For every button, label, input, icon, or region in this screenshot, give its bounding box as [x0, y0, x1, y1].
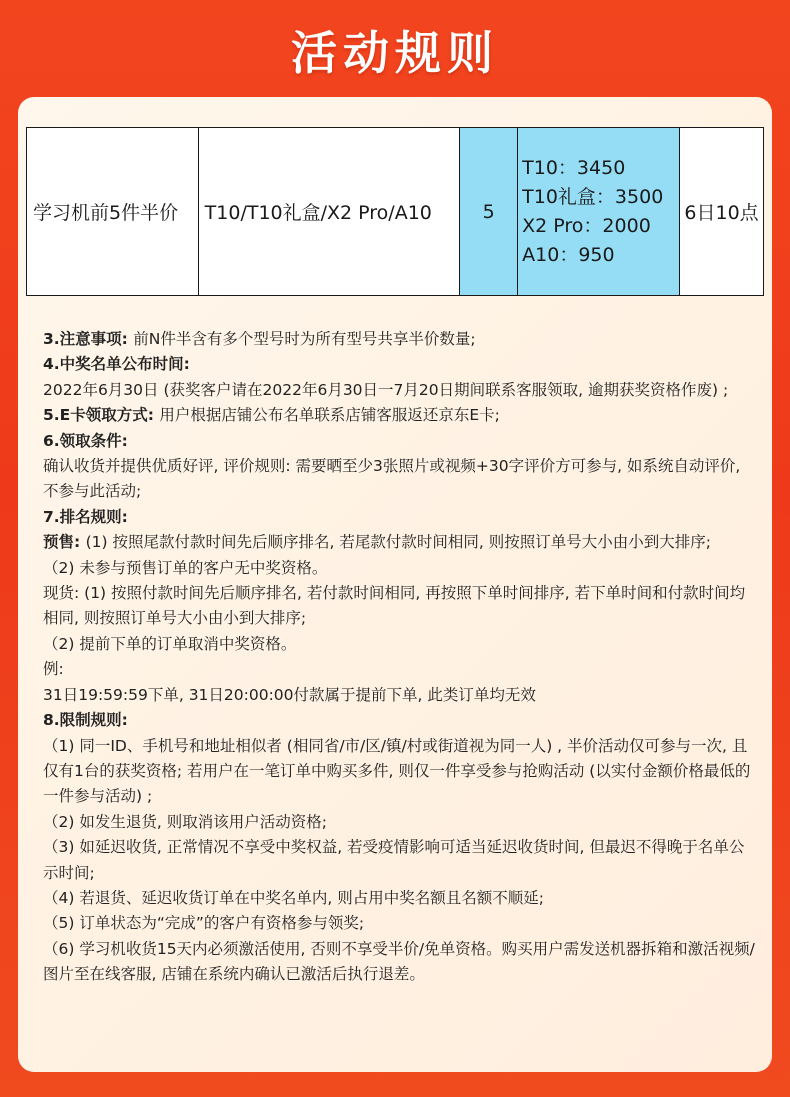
rule-paragraph	[43, 886, 758, 911]
rule-paragraph	[43, 937, 758, 988]
rule-text: 确认收货并提供优质好评, 评价规则: 需要晒至少3张照片或视频+30字评价方可参与, 如系统自动评价, 不参与此活动;	[43, 457, 741, 501]
rule-paragraph	[43, 708, 758, 733]
table-cell-prices	[518, 128, 680, 296]
table-cell-count: 5	[460, 128, 518, 296]
table-cell-time: 6日10点	[680, 128, 764, 296]
rule-paragraph	[43, 556, 758, 581]
rule-paragraph	[43, 581, 758, 632]
rule-paragraph	[43, 657, 758, 682]
rule-text: （2) 未参与预售订单的客户无中奖资格。	[43, 558, 328, 577]
price-line: A10：950	[522, 243, 615, 266]
rule-paragraph	[43, 327, 758, 352]
rule-text: （2) 如发生退货, 则取消该用户活动资格;	[43, 812, 327, 831]
price-line: T10：3450	[522, 156, 626, 179]
rule-text: （3) 如延迟收货, 正常情况不享受中奖权益, 若受疫情影响可适当延迟收货时间, 但最迟不得晚于名单公示时间;	[43, 838, 745, 882]
rule-text: （2) 提前下单的订单取消中奖资格。	[43, 634, 297, 653]
rule-paragraph	[43, 505, 758, 530]
rule-paragraph	[43, 632, 758, 657]
rule-text: 例:	[43, 660, 64, 679]
rule-text: 前N件半含有多个型号时为所有型号共享半价数量;	[133, 330, 476, 348]
rule-heading: 5.E卡领取方式:	[43, 406, 160, 425]
rule-heading: 3.注意事项:	[43, 330, 134, 348]
table-cell-name: 学习机前5件半价	[27, 128, 199, 296]
page-title: 活动规则	[291, 26, 499, 80]
rule-heading: 7.排名规则:	[43, 507, 128, 526]
rule-text: 2022年6月30日 (获奖客户请在2022年6月30日一7月20日期间联系客服领取, 逾期获奖资格作废) ;	[43, 380, 729, 399]
rule-paragraph	[43, 454, 758, 505]
rule-paragraph	[43, 835, 758, 886]
rule-text: (1) 按照尾款付款时间先后顺序排名, 若尾款付款时间相同, 则按照订单号大小由小到大排序;	[85, 533, 711, 552]
rule-text: （5) 订单状态为“完成”的客户有资格参与领奖;	[43, 914, 365, 933]
product-table	[26, 127, 764, 296]
rule-paragraph	[43, 403, 758, 428]
rule-paragraph	[43, 911, 758, 936]
table-row	[27, 128, 764, 296]
rule-text: 31日19:59:59下单, 31日20:00:00付款属于提前下单, 此类订单均无效	[43, 685, 536, 704]
rule-paragraph	[43, 683, 758, 708]
rule-paragraph	[43, 810, 758, 835]
rule-text: （1) 同一ID、手机号和地址相似者 (相同省/市/区/镇/村或街道视为同一人) , 半价活动仅可参与一次, 且仅有1台的获奖资格; 若用户在一笔订单中购买多件, 则仅一件享受参与抢购活动 (以实付金额价格最低的一件参与活动) ;	[43, 736, 751, 806]
rule-heading: 6.领取条件:	[43, 431, 128, 450]
table-cell-models: T10/T10礼盒/X2 Pro/A10	[198, 128, 460, 296]
rule-heading: 预售:	[43, 533, 86, 552]
rule-text: 现货: (1) 按照付款时间先后顺序排名, 若付款时间相同, 再按照下单时间排序, 若下单时间和付款时间均相同, 则按照订单号大小由小到大排序;	[43, 584, 746, 628]
rule-paragraph	[43, 429, 758, 454]
rule-text: （4) 若退货、延迟收货订单在中奖名单内, 则占用中奖名额且名额不顺延;	[43, 888, 544, 907]
rules-content	[43, 327, 758, 988]
rule-heading: 4.中奖名单公布时间:	[43, 355, 190, 374]
rule-text: 用户根据店铺公布名单联系店铺客服返还京东E卡;	[159, 406, 500, 425]
rule-paragraph	[43, 378, 758, 403]
rule-text: （6) 学习机收货15天内必须激活使用, 否则不享受半价/免单资格。购买用户需发送机器拆箱和激活视频/图片至在线客服, 店铺在系统内确认已激活后执行退差。	[43, 939, 755, 984]
rule-paragraph	[43, 352, 758, 377]
rules-card	[18, 97, 772, 1072]
price-line: T10礼盒：3500	[522, 185, 664, 208]
rule-paragraph	[43, 530, 758, 555]
rule-heading: 8.限制规则:	[43, 711, 128, 730]
price-line: X2 Pro：2000	[522, 214, 651, 237]
rule-paragraph	[43, 734, 758, 810]
